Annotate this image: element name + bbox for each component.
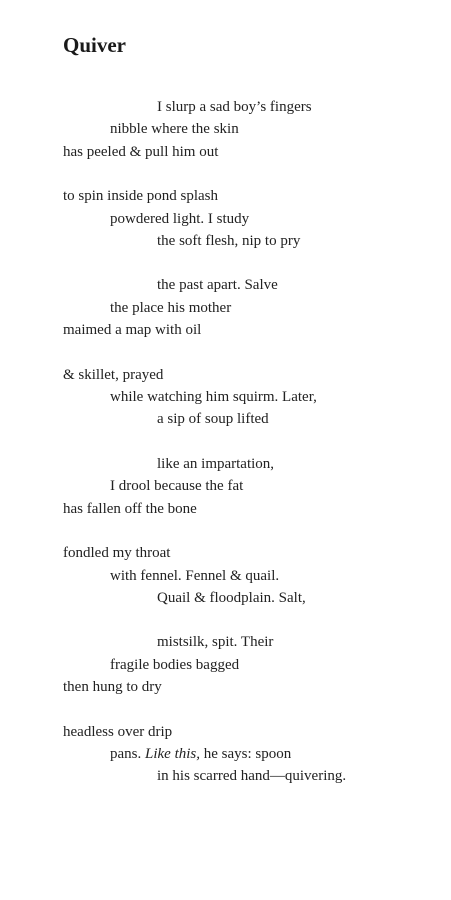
stanza xyxy=(63,721,433,788)
stanza xyxy=(63,274,433,341)
poem-line: in his scarred hand—quivering. xyxy=(157,768,347,785)
poem-line: has fallen off the bone xyxy=(63,500,197,517)
stanza xyxy=(63,542,433,609)
poem-line: maimed a map with oil xyxy=(63,322,202,339)
italic-phrase: Like this, xyxy=(145,745,200,762)
poem-body xyxy=(63,96,433,810)
poem-line: powdered light. I study xyxy=(110,210,250,227)
poem-line: the place his mother xyxy=(110,299,232,316)
poem-line xyxy=(63,743,433,765)
poem-line: I slurp a sad boy’s fingers xyxy=(157,99,312,115)
poem-line: then hung to dry xyxy=(63,679,162,696)
poem-line: I drool because the fat xyxy=(110,478,244,495)
stanza xyxy=(63,185,433,252)
stanza xyxy=(63,364,433,431)
stanza xyxy=(63,96,433,163)
poem-line: with fennel. Fennel & quail. xyxy=(110,567,280,584)
poem-line: the soft flesh, nip to pry xyxy=(157,233,301,250)
poem-line: has peeled & pull him out xyxy=(63,143,219,160)
poem-line: to spin inside pond splash xyxy=(63,188,219,205)
poem-title: Quiver xyxy=(63,33,126,57)
poem-line: nibble where the skin xyxy=(110,121,239,138)
poem-line: like an impartation, xyxy=(157,455,275,472)
poem-line: a sip of soup lifted xyxy=(157,411,269,428)
poem-line: fondled my throat xyxy=(63,545,171,562)
poem-line: headless over drip xyxy=(63,723,173,740)
poem-line: while watching him squirm. Later, xyxy=(110,389,317,406)
poem-line: mistsilk, spit. Their xyxy=(157,634,274,651)
line-text: he says: spoon xyxy=(200,745,292,762)
line-text: pans. xyxy=(110,745,145,762)
stanza xyxy=(63,631,433,698)
stanza xyxy=(63,453,433,520)
poem-line: the past apart. Salve xyxy=(157,277,278,294)
poem-line: fragile bodies bagged xyxy=(110,656,240,673)
poem-line: & skillet, prayed xyxy=(63,366,164,383)
poem-line: Quail & floodplain. Salt, xyxy=(157,589,306,606)
